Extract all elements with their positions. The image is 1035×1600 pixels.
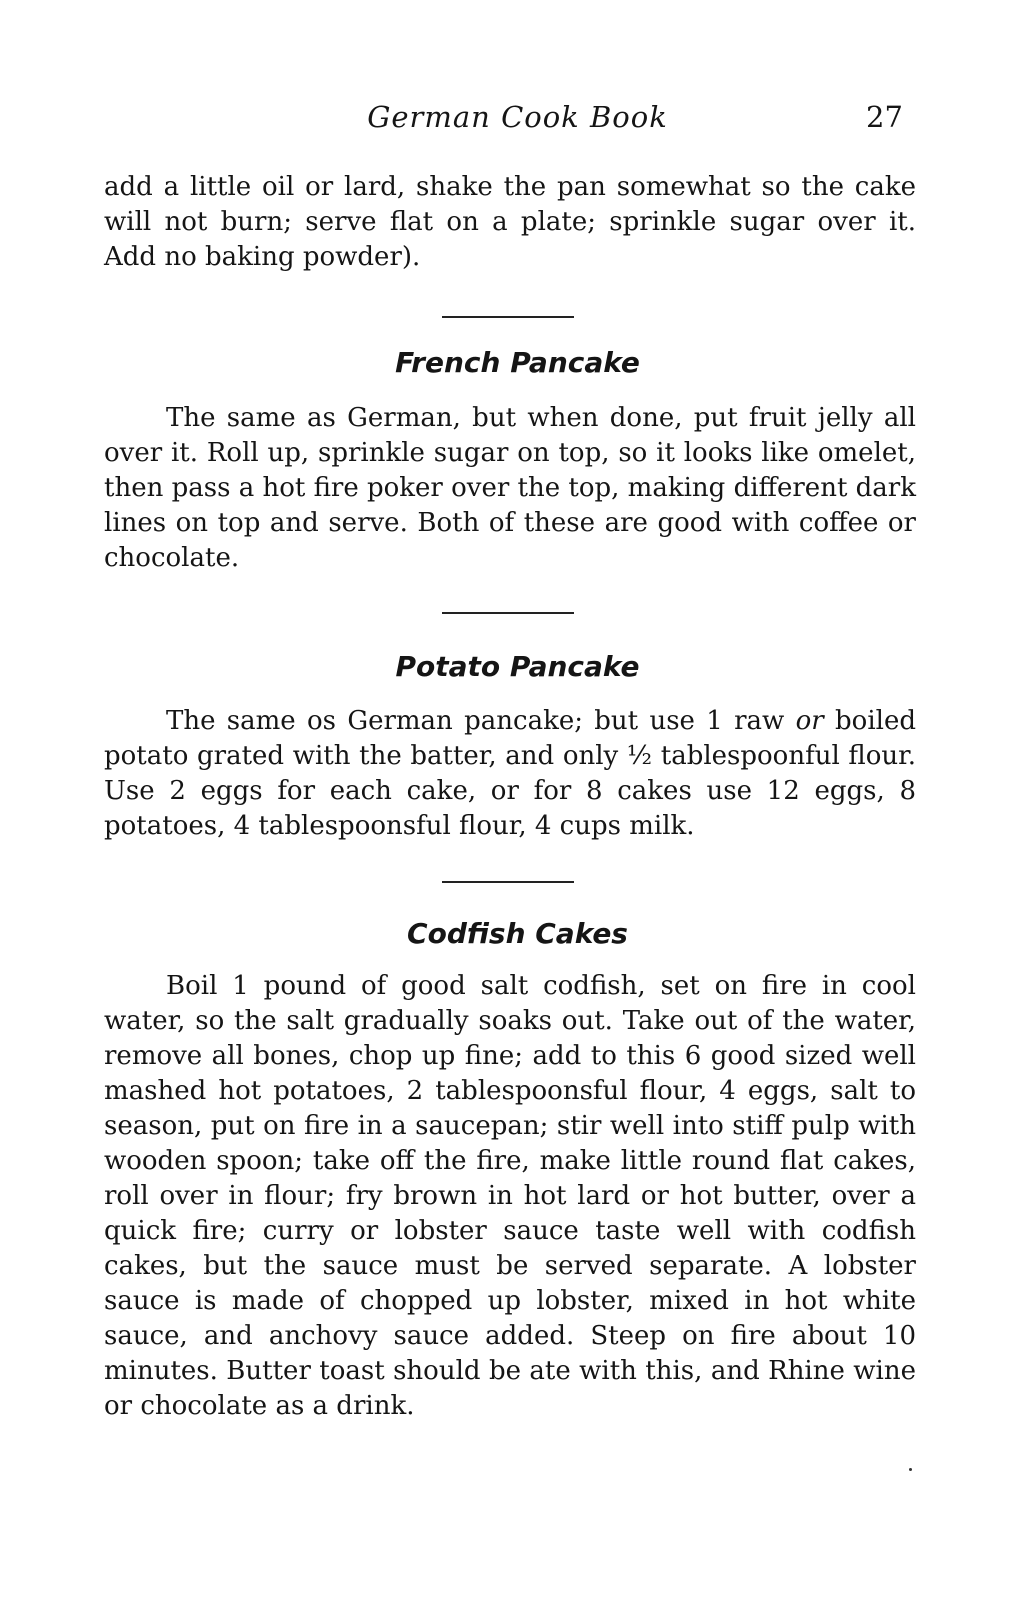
page-number: 27 — [866, 100, 903, 134]
body-text: The same os German pancake; but use 1 raw — [166, 706, 796, 736]
section-title-codfish-cakes: Codfish Cakes — [407, 917, 628, 950]
section-body-codfish-cakes: Boil 1 pound of good salt codfish, set on fire in cool water, so the salt gradually soaks out. Take out of the water, remove all bones, chop up fine; add to this 6 good sized well mashed hot potatoes, 2 tablespoonsful flour, 4 eggs, salt to season, put on fire in a saucepan; stir well into stiff pulp with wooden spoon; take off the fire, make little round flat cakes, roll over in flour; fry brown in hot lard or hot butter, over a quick fire; curry or lobster sauce taste well with codfish cakes, but the sauce must be served separate. A lobster sauce is made of chopped up lobster, mixed in hot white sauce, and anchovy sauce added. Steep on fire about 10 minutes. Butter toast should be ate with this, and Rhine wine or chocolate as a drink. — [104, 971, 916, 1421]
section-body-potato-pancake — [104, 704, 916, 844]
section-title-french-pancake: French Pancake — [395, 346, 640, 379]
print-speck — [909, 1468, 912, 1471]
emphasis-text: or — [795, 706, 824, 736]
section-title-potato-pancake: Potato Pancake — [395, 650, 640, 683]
running-title: German Cook Book — [367, 100, 668, 134]
body-text: boiled potato grated with the batter, and only ½ tablespoonful flour. Use 2 eggs for each cake, or for 8 cakes use 12 eggs, 8 potatoes, 4 tablespoonsful flour, 4 cups milk. — [104, 706, 916, 841]
section-divider — [442, 881, 574, 883]
continuation-paragraph: add a little oil or lard, shake the pan somewhat so the cake will not burn; serve flat on a plate; sprinkle sugar over it. Add no baking powder). — [104, 172, 916, 272]
section-body-french-pancake: The same as German, but when done, put fruit jelly all over it. Roll up, sprinkle sugar on top, so it looks like omelet, then pass a hot fire poker over the top, making different dark lines on top and serve. Both of these are good with coffee or chocolate. — [104, 403, 916, 573]
section-divider — [442, 612, 574, 614]
section-divider — [442, 316, 574, 318]
